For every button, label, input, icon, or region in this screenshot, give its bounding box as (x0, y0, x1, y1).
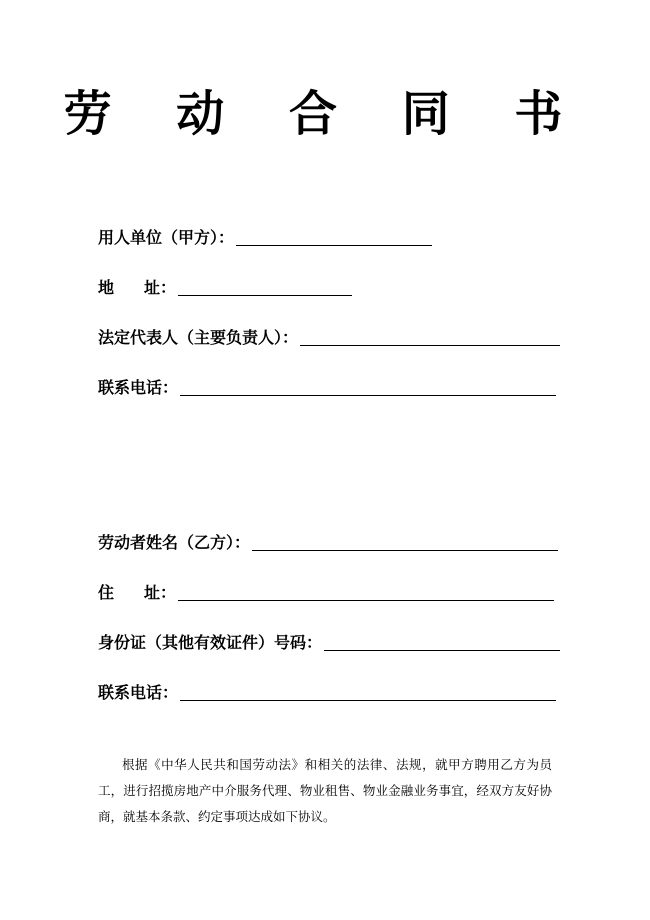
employee-id-label: 身份证（其他有效证件）号码： (98, 633, 323, 652)
legal-representative-field (98, 324, 560, 348)
legal-representative-blank[interactable] (300, 326, 560, 346)
employee-name-blank[interactable] (252, 531, 558, 551)
employer-address-blank[interactable] (178, 276, 352, 296)
employee-id-field (98, 629, 560, 653)
employee-residence-field (98, 579, 554, 603)
employee-name-field (98, 529, 558, 553)
employer-address-field (98, 274, 352, 298)
legal-representative-label: 法定代表人（主要负责人）： (98, 328, 299, 347)
address-label-char-1: 地 (98, 278, 115, 297)
employee-phone-label: 联系电话： (98, 683, 179, 702)
employer-unit-label: 用人单位（甲方）： (98, 228, 235, 247)
employer-unit-blank[interactable] (236, 226, 432, 246)
residence-label-char-2: 址： (144, 583, 177, 602)
employee-residence-label (98, 583, 176, 603)
employer-phone-blank[interactable] (180, 376, 556, 396)
employer-phone-label: 联系电话： (98, 378, 179, 397)
residence-label-char-1: 住 (98, 583, 115, 602)
employer-address-label (98, 278, 176, 298)
employee-id-blank[interactable] (324, 631, 560, 651)
employer-phone-field (98, 374, 556, 398)
employee-residence-blank[interactable] (178, 581, 554, 601)
address-label-char-2: 址： (144, 278, 177, 297)
intro-paragraph: 根据《中华人民共和国劳动法》和相关的法律、法规，就甲方聘用乙方为员工，进行招揽房地产中介服务代理、物业租售、物业金融业务事宜，经双方友好协商，就基本条款、约定事项达成如下协议。 (98, 757, 552, 824)
employer-unit-field (98, 224, 432, 248)
employee-name-label: 劳动者姓名（乙方）： (98, 533, 251, 552)
employee-phone-blank[interactable] (180, 681, 556, 701)
document-title: 劳 动 合 同 书 (63, 86, 587, 142)
employee-phone-field (98, 679, 556, 703)
